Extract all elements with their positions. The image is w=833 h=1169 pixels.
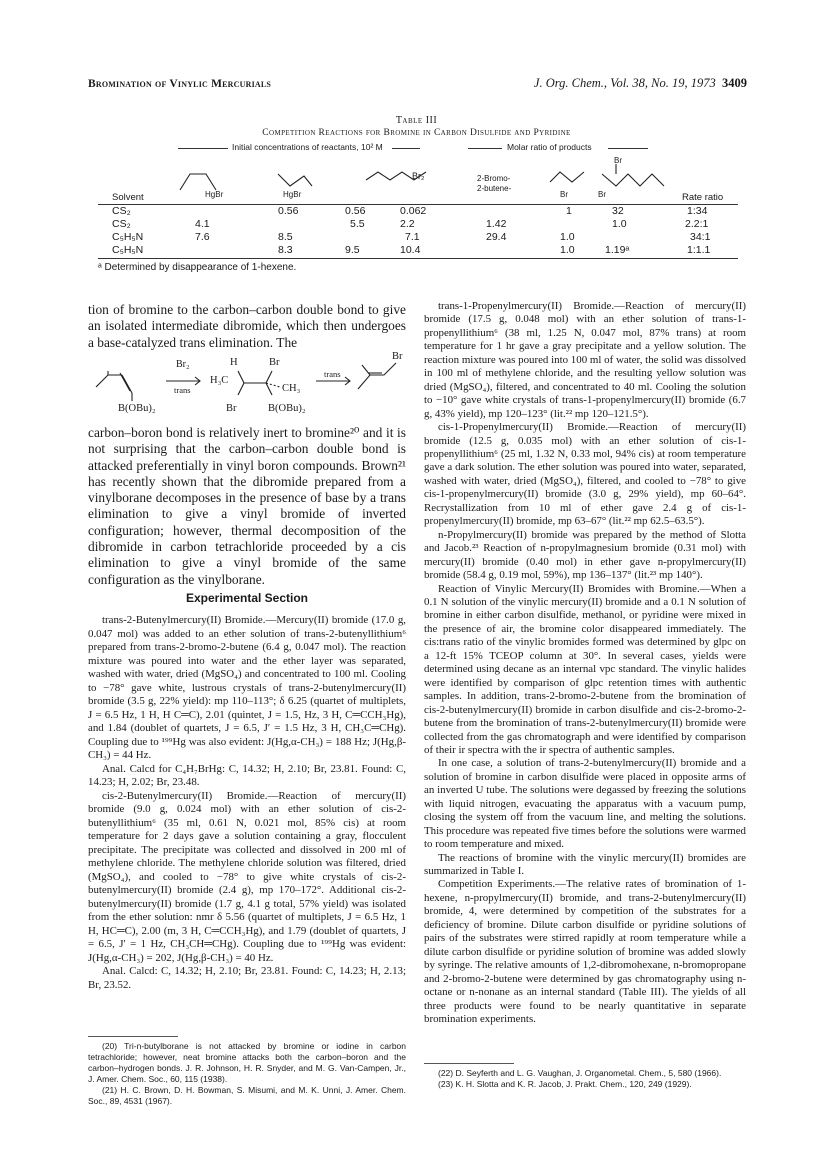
- table-cell: 7.1: [405, 231, 420, 243]
- table-group-right: Molar ratio of products: [507, 142, 592, 152]
- left-intro: [88, 302, 406, 351]
- table-cell: 0.56: [278, 205, 299, 217]
- table-title: Table III: [395, 115, 438, 126]
- reference-21: (21) H. C. Brown, D. H. Bowman, S. Misumi, and M. K. Unni, J. Amer. Chem. Soc., 89, 4531 (1967).: [88, 1085, 406, 1106]
- table-cell: 1.0: [560, 231, 575, 243]
- anal-1: Anal. Calcd for C₄H₇BrHg: C, 14.32; H, 2.10; Br, 23.81. Found: C, 14.23; H, 2.02; Br, 23.48.: [88, 762, 406, 788]
- table-group-left: Initial concentrations of reactants, 10² M: [232, 142, 383, 152]
- table-cell: 4.1: [195, 218, 210, 230]
- page-number: 3409: [722, 76, 747, 90]
- reference-20: (20) Tri-n-butylborane is not attacked by bromine or iodine in carbon tetrachloride; however, neat bromine attacks both the carbon–boron and the carbon–hydrogen bonds. J. R. Johnson, H. R. Snyder, and M. G. Van-Campen, Jr., J. Amer. Chem. Soc., 60, 115 (1938).: [88, 1041, 406, 1084]
- scheme-ch3: CH₃: [282, 383, 301, 394]
- scheme-reagent: Br₂: [176, 359, 190, 370]
- table-cell: CS₂: [112, 218, 131, 230]
- table-cell: 7.6: [195, 231, 210, 243]
- rule-left-b: [392, 148, 420, 149]
- header-solvent: Solvent: [112, 192, 144, 203]
- exp-n-propyl: n-Propylmercury(II) bromide was prepared by the method of Slotta and Jacob.²³ Reaction of n-propylmagnesium bromide (0.31 mol) with mercury(II) bromide (0.40 mol) in ether gave n-propylmercury(II) bromide (58.4 g, 0.19 mol, 59%), mp 136–137° (lit.²³ mp 140°).: [424, 528, 746, 582]
- table-cell: 8.3: [278, 244, 293, 256]
- col-label-br-a: Br: [560, 190, 568, 199]
- col-label-br2: Br₂: [412, 171, 425, 181]
- exp-cis-2-butenyl: cis-2-Butenylmercury(II) Bromide.—Reaction of mercury(II) bromide (9.0 g, 0.024 mol) with an ether solution of cis-2-butenyllithium⁶ (35 ml, 0.61 N, 0.021 mol, 85% cis) at room temperature for 2 days gave a solution containing a gray, flocculent precipitate. The precipitate was collected and dissolved in 200 ml of methylene chloride. The methylene chloride solution was filtered, dried (MgSO₄), and cooled to −78° to give white crystals of cis-2-butenylmercury(II) bromide (2.4 g), mp 170–172°. Additional cis-2-butenylmercury(II) bromide (1.7 g, 4.1 g total, 57% yield) was isolated from the ether solution: nmr δ 5.56 (quartet of multiplets, J = 6.5 Hz, 1 H, HC═C), 2.00 (m, 3 H, C═CCH₃Hg), and 1.79 (doublet of quartets, J = 6.5, J′ = 1 Hz, CH₃CH═CHg). Coupling due to ¹⁹⁹Hg was evident: J(Hg,α-CH₃) = 202, J(Hg,β-CH₃) = 40 Hz.: [88, 789, 406, 964]
- scheme-br-product: Br: [392, 351, 403, 362]
- table-cell: 1.0: [612, 218, 627, 230]
- exp-competition: Competition Experiments.—The relative rates of bromination of 1-hexene, n-propylmercury(II) bromide, and trans-2-butenylmercury(II) bromide, 4, were determined by competition of the substrates for a deficiency of bromine. Dilute carbon disulfide or pyridine solutions of pairs of the substrates were stirred rapidly at room temperature while a dilute carbon disulfide or pyridine solution of bromine was added slowly by syringe. The relative amounts of 1,2-dibromohexane, n-bromopropane and 2-bromo-2-butene were determined by gas chromatography using n-octane or n-nonane as an internal standard (Table III). The yields of all three products were found to be nearly quantitative in separate bromination experiments.: [424, 878, 746, 1026]
- footnote-rule-right: [424, 1063, 514, 1064]
- table-cell: 1.42: [486, 218, 507, 230]
- rule-right-b: [608, 148, 648, 149]
- left-experimental: [88, 614, 406, 992]
- table-cell: 29.4: [486, 231, 507, 243]
- journal-citation: [534, 76, 747, 91]
- col-label-hgbr-2: HgBr: [283, 190, 302, 199]
- scheme-boron-2: B(OBu)₂: [268, 403, 306, 414]
- anal-2: Anal. Calcd: C, 14.32; H, 2.10; Br, 23.81. Found: C, 14.23; H, 2.13; Br, 23.52.: [88, 965, 406, 991]
- col-label-br-c: Br: [614, 156, 622, 165]
- table-bottom-rule: [98, 258, 738, 259]
- journal-name: J. Org. Chem.,: [533, 76, 608, 90]
- running-title: Bromination of Vinylic Mercurials: [88, 78, 272, 90]
- table-cell: 5.5: [350, 218, 365, 230]
- left-discussion: [88, 425, 406, 588]
- table-cell: 8.5: [278, 231, 293, 243]
- col-label-hgbr-1: HgBr: [205, 190, 224, 199]
- volume-info: Vol. 38, No. 19, 1973: [610, 76, 716, 90]
- table-cell: C₅H₅N: [112, 231, 144, 243]
- reference-23: (23) K. H. Slotta and K. R. Jacob, J. Prakt. Chem., 120, 249 (1929).: [438, 1079, 692, 1089]
- table-cell: 1: [566, 205, 572, 217]
- footnote-rule-left: [88, 1036, 178, 1037]
- table-cell: 9.5: [345, 244, 360, 256]
- structure-2-butenyl: [180, 174, 216, 190]
- table-cell: 10.4: [400, 244, 421, 256]
- table-cell: 0.062: [400, 205, 427, 217]
- header-rate-ratio: Rate ratio: [682, 192, 724, 203]
- structure-dibromohexane: [602, 174, 664, 186]
- scheme-br-bottom: Br: [226, 403, 237, 414]
- exp-summary: The reactions of bromine with the vinylic mercury(II) bromides are summarized in Table I.: [424, 851, 746, 878]
- table-cell: 2.2:1: [685, 218, 709, 230]
- right-column: [424, 300, 746, 1026]
- discussion-paragraph: carbon–boron bond is relatively inert to bromine²⁰ and it is not surprising that the carbon–carbon double bond is attacked preferentially in vinyl boron compounds. Brown²¹ has recently shown that the dibromide prepared from a vinylborane decomposes in the presence of base by a trans elimination to give a vinyl bromide of inverted configuration; however, thermal decomposition of the dibromide in carbon tetrachloride proceeded by a cis elimination to give a vinyl bromide of the same configuration as the vinylborane.: [88, 425, 406, 587]
- table-cell: CS₂: [112, 205, 131, 217]
- left-references: [88, 1041, 406, 1107]
- table-subtitle: Competition Reactions for Bromine in Carbon Disulfide and Pyridine: [262, 128, 571, 138]
- scheme-condition-2: trans: [324, 369, 341, 379]
- exp-trans-2-butenyl: trans-2-Butenylmercury(II) Bromide.—Mercury(II) bromide (17.0 g, 0.047 mol) was added to an ether solution of trans-2-butenyllithium⁶ prepared from trans-2-bromo-2-butene (6.4 g, 0.047 mol). The reaction mixture was poured into water and the ether layer was separated, washed with water, dried (MgSO₄) and concentrated to 100 ml. Cooling to −78° gave white, lustrous crystals of trans-2-butenylmercury(II) bromide (3.5 g, 22% yield): mp 110–113°; δ 6.25 (quartet of multiplets, J = 6.5 Hz, 1 H, H C═C), 2.01 (quintet, J = 1.5, Hz, 3 H, C═CCH₃Hg), and 1.84 (doublet of quartets, J = 6.5, J′ = 1.5 Hz, 3 H, CH₃C═CHg). Coupling due to ¹⁹⁹Hg was also evident: J(Hg,α-CH₃) = 188 Hz; J(Hg,β-CH₃) = 44 Hz.: [88, 614, 406, 761]
- rule-right-a: [468, 148, 502, 149]
- scheme-h3c: H₃C: [210, 375, 229, 386]
- table-cell: 2.2: [400, 218, 415, 230]
- table-cell: 34:1: [690, 231, 711, 243]
- exp-trans-1-propenyl: trans-1-Propenylmercury(II) Bromide.—Reaction of mercury(II) bromide (17.5 g, 0.048 mol) with an ether solution of trans-1-propenyllithium⁶ (38 ml, 1.25 N, 0.047 mol, 87% trans) at room temperature for 1 hr gave a gray precipitate and a yellow solution. The reaction mixture was poured into 100 ml of water, the solid was dissolved in 100 ml of methylene chloride, and the resulting yellow solution was dried (MgSO₄), filtered, and concentrated to 40 ml. Cooling the solution to −10° gave white crystals of trans-1-propenylmercury(II) bromide (6.7 g, 43% yield), mp 120–123° (lit.²² mp 120–121.5°).: [424, 300, 746, 420]
- rule-left-a: [178, 148, 228, 149]
- table-cell: 32: [612, 205, 624, 217]
- reaction-scheme: [88, 353, 418, 423]
- table-footnote: ᵃ Determined by disappearance of 1-hexene.: [98, 262, 297, 273]
- exp-reaction-with-bromine: Reaction of Vinylic Mercury(II) Bromides with Bromine.—When a 0.1 N solution of the vinylic mercury(II) bromide and a 0.1 N solution of bromine in either carbon disulfide, methanol, or pyridine were mixed in the presence of air, the bromine color disappeared immediately. The cis:trans ratio of the vinylic bromides formed was determined by glpc on a 12-ft 15% TCEOP column at 30°. In several cases, yields were determined using decane as an internal vpc standard. The vinylic halides were identified by comparison of glpc retention times with authentic samples. In addition, trans-2-bromo-2-butene from the bromination of cis-2-butenylmercury(II) bromide in carbon disulfide and cis-2-bromo-2-butene from the bromination of trans-2-butenylmercury(II) bromide were collected from the gas chromatograph and were identified by comparison of their ir spectra with the ir spectra of authentic samples.: [424, 582, 746, 756]
- scheme-boron-1: B(OBu)₂: [118, 403, 156, 414]
- structure-bromopropane: [550, 172, 584, 182]
- col-label-bromobutene-2: 2-butene-: [477, 184, 512, 193]
- table-cell: 0.56: [345, 205, 366, 217]
- table-cell: 1.19ᵃ: [605, 244, 630, 256]
- scheme-h: H: [230, 357, 238, 368]
- col-label-br-b: Br: [598, 190, 606, 199]
- table-cell: C₅H₅N: [112, 244, 144, 256]
- table-cell: 1:34: [687, 205, 708, 217]
- table-cell: 1.0: [560, 244, 575, 256]
- exp-cis-1-propenyl: cis-1-Propenylmercury(II) Bromide.—Reaction of mercury(II) bromide (12.5 g, 0.035 mol) with an ether solution of cis-1-propenyllithium⁶ (25 ml, 1.32 N, 0.33 mol, 94% cis) at room temperature gave a dark solution. The ether solution was poured into water, separated, washed with water, dried (MgSO₄), filtered, and cooled to −78° to give cis-1-propenylmercury(II) bromide (3.0 g, 29% yield), mp 60–64°. Recrystallization from 10 ml of ether gave 2.4 g of cis-1-propenylmercury(II) bromide, mp 63–67° (lit.²² mp 62.5–63.5°).: [424, 421, 746, 528]
- table-cell: 1:1.1: [687, 244, 711, 256]
- reference-22: (22) D. Seyferth and L. G. Vaughan, J. Organometal. Chem., 5, 580 (1966).: [438, 1068, 722, 1078]
- structure-propyl: [278, 174, 312, 186]
- section-title-experimental: Experimental Section: [185, 591, 309, 605]
- scheme-condition-1: trans: [174, 385, 191, 395]
- intro-paragraph: tion of bromine to the carbon–carbon double bond to give an isolated intermediate dibromide, which then undergoes a base-catalyzed trans elimination. The: [88, 302, 406, 350]
- exp-u-tube: In one case, a solution of trans-2-butenylmercury(II) bromide and a solution of bromine in carbon disulfide were placed in opposite arms of an inverted U tube. The solutions were degassed by freezing the solutions with liquid nitrogen, evacuating the apparatus with a vacuum pump, closing the system off from the vacuum line, and melting the solutions. This procedure was repeated five times before the solutions were warmed to room temperature and mixed.: [424, 757, 746, 851]
- col-label-bromobutene-1: 2-Bromo-: [477, 174, 511, 183]
- right-references: [424, 1068, 746, 1090]
- scheme-br-top: Br: [269, 357, 280, 368]
